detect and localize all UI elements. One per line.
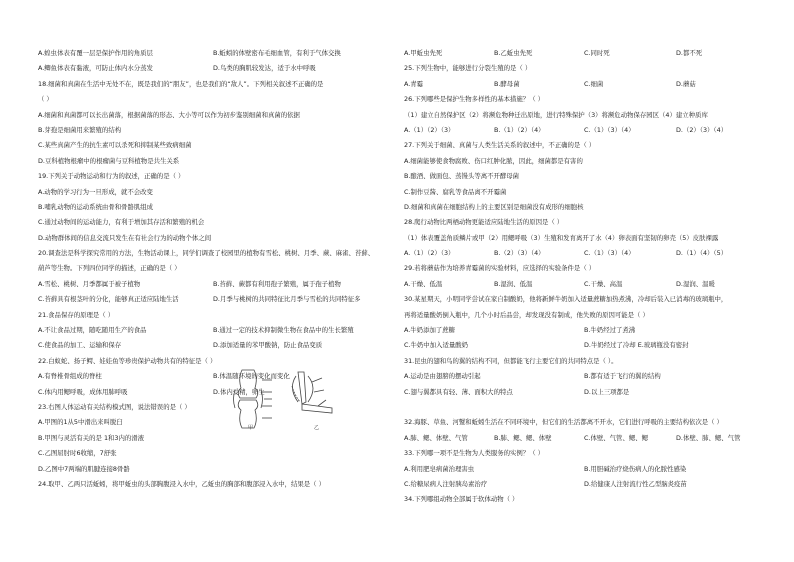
option-a: A.青霉 (404, 79, 424, 88)
joint-muscle-figure (228, 368, 346, 430)
option-a: C.给糖尿病人注射胰岛素治疗 (404, 479, 488, 488)
option-d: D.（2）（3）（4） (676, 125, 728, 134)
question-line: D.豆科植物根瘤中的根瘤菌与豆科植物是共生关系 (38, 156, 180, 165)
question-line: C.乙图屈肘时6收缩，7舒张 (38, 449, 117, 458)
option-b: D.体内受精，卵生 (213, 387, 265, 396)
arm-figure-yi (292, 372, 332, 413)
option-b: B.肺、鳃、鳃、体壁 (494, 433, 552, 442)
option-row (404, 369, 776, 384)
question-line: C.通过动物间的运动能力，有利于增加其存活和繁殖的机会 (38, 218, 205, 227)
option-b: D.以上三项都是 (584, 387, 630, 396)
option-a: A.鲫鱼体表有黏液，可防止体内水分蒸发 (38, 64, 153, 73)
option-b: D.添加适量的苯甲酸钠，防止食品变质 (213, 341, 323, 350)
option-row (404, 385, 776, 400)
option-a: A.不让食品过期，随吃随用生产的食品 (38, 326, 147, 335)
option-a: A.雪松、桃树、月季都属于被子植物 (38, 279, 141, 288)
question-line: （1）建立自然保护区（2）将濒危物种迁出原地，进行特殊保护（3）将濒危动物保存园区（4）建立种质库 (404, 110, 708, 119)
option-b: B.都有适于飞行的翼的结构 (584, 372, 661, 381)
option-b: D.给健康人注射流行性乙型脑炎疫苗 (584, 479, 687, 488)
option-d: D.蘑菇 (676, 79, 696, 88)
question-line (404, 400, 776, 415)
option-a: A.（1）（2）（3） (404, 249, 455, 258)
question-line: B.甲图与灵活有关的是 1和3内的滑液 (38, 433, 145, 442)
figure-label-jia: 甲 (248, 425, 254, 431)
option-row (38, 277, 393, 292)
question-line: 19.下列关于动物运动和行为的叙述，正确的是（ ） (38, 172, 185, 181)
question-line: C.某些真菌产生的抗生素可以杀死和抑制某些致病细菌 (38, 141, 192, 150)
option-row (404, 338, 776, 353)
option-row (404, 431, 776, 446)
joint-figure-jia (234, 370, 273, 428)
question-line: 24.取甲、乙两只活蚯蚓，将甲蚯虫的头部胸腹浸入水中，乙蚯虫的胸部和腹部浸入水中，结果是（ ） (38, 479, 325, 488)
question-line: 32.海豚、草鱼、河蟹和蚯蚓生活在不同环境中，但它们的生活都离不开水，它们进行呼吸的主要结构依次是（ ） (404, 418, 723, 427)
option-b: B.蚯蚓的体壁密布毛细血管，有利于气体交换 (213, 49, 341, 57)
option-b: B.用胆碱治疗烧伤病人的化脓性感染 (584, 464, 687, 473)
right-column (404, 46, 776, 508)
question-line: 31.昆虫的翅和鸟的翼的结构不同，但都能飞行主要它们的共同特点是（ ）。 (404, 356, 618, 365)
option-row (38, 61, 393, 76)
option-b: B.（2）（3）（4） (494, 249, 545, 258)
option-a: C.体内用鳃呼吸，成体用肺呼吸 (38, 387, 128, 396)
option-row (404, 123, 776, 138)
option-b: D.牛奶经过了冷却 E.玻璃瓶没有密封 (584, 341, 689, 350)
option-a: A.肺、鳃、体壁、气管 (404, 433, 468, 442)
option-b: B.体温随环境的变化而变化 (213, 372, 290, 381)
option-a: A.干燥、低温 (404, 279, 443, 288)
option-c: C.干燥、高温 (584, 279, 623, 288)
question-line: A.甲图的1从5中滑出来叫脱臼 (38, 418, 123, 427)
option-b: D.鸟类的胸肌较发达，适于水中呼吸 (213, 64, 316, 73)
question-line: 22.白蚁蛇、扬子鳄、娃娃鱼等珍贵保护动物共有的特征是（ ） (38, 356, 217, 365)
option-a: C.翅与翼都具有轻、薄、面积大的特点 (404, 387, 513, 396)
option-c: C.细菌 (584, 79, 604, 88)
option-b: B.乙蚯虫先死 (494, 49, 533, 57)
option-row (38, 46, 393, 61)
option-d: D.体壁、肺、鳃、气管 (676, 433, 741, 442)
question-line: 再将适量酸奶倒入瓶中，几个小时后品尝，却发现没有制成，他失败的原因可能是（ ） (404, 310, 649, 319)
question-line: 21.食品保存的原理是（ ） (38, 310, 115, 319)
option-row (404, 46, 776, 61)
option-row (404, 277, 776, 292)
option-d: D.（1）（4）（5） (676, 249, 728, 258)
option-a: A.牛奶添加了蔗糖 (404, 326, 456, 335)
option-d: D.湿润、温暖 (676, 279, 715, 288)
question-line: 25.下列生物中，能够进行分裂生殖的是（ ） (404, 64, 532, 73)
question-line: 18.细菌和真菌在生活中无处不在，既是我们的“朋友”，也是我们的“敌人”。下列相关叙述不正确的是 (38, 79, 324, 88)
question-line: D.动物群体间的信息交流只发生在有社会行为的动物个体之间 (38, 233, 212, 242)
option-b: B.酵母菌 (494, 79, 520, 88)
option-a: C.苔藓具有根茎叶的分化，能够真正适应陆地生活 (38, 295, 179, 304)
option-row (404, 477, 776, 492)
option-row (404, 323, 776, 338)
question-line: B.哺乳动物的运动系统由骨和骨骼肌组成 (38, 202, 154, 211)
option-row (404, 246, 776, 261)
option-b: B.（1）（2）（4） (494, 125, 545, 134)
option-row (404, 462, 776, 477)
question-line: A.细菌和真菌都可以长出菌落，根据菌落的形态、大小等可以作为初步鉴别细菌和真菌的依据 (38, 110, 300, 119)
question-line: A.动物的学习行为一旦形成，就不会改变 (38, 187, 153, 196)
question-line: D.乙图中7两端的肌腱连接8骨骼 (38, 464, 130, 473)
option-c: C.体壁、气管、鳃、鳃 (584, 433, 649, 442)
question-line: A.细菌能够使食物腐败、伤口红肿化脓，因此，细菌都是有害的 (404, 156, 583, 165)
option-b: B.苔藓、蕨都有利用孢子繁殖，属于孢子植物 (213, 279, 341, 288)
option-c: C.（1）（3）（4） (584, 125, 635, 134)
option-c: C.（1）（3）（4） (584, 249, 635, 258)
option-a: C.使食品的加工、运输和保存 (38, 341, 122, 350)
option-row (38, 323, 393, 338)
option-row (38, 292, 393, 307)
option-a: A.利用肥皂病菌治理害虫 (404, 464, 475, 473)
question-line: 葫芦等生物。下列四位同学的描述，正确的是（ ） (38, 264, 181, 273)
option-b: D.月季与桃树的共同特征比月季与雪松的共同特征多 (213, 295, 361, 304)
question-line: 34.下列哪组动物全部属于软体动物（ ） (404, 495, 519, 504)
question-line: （ ） (38, 95, 53, 104)
question-line: C.制作豆酱、腐乳等食品离不开霉菌 (404, 187, 507, 196)
question-line: 29.若将蘑菇作为培养青霉菌的实验材料，应选择的实验条件是（ ） (404, 264, 596, 273)
question-line: 28.爬行动物比两栖动物更能适应陆地生活的原因是（ ） (404, 218, 564, 227)
option-c: C.同时死 (584, 49, 610, 57)
option-row (38, 338, 393, 353)
question-line: 26.下列哪些是保护生物多样性的基本措施？（ ） (404, 95, 545, 104)
question-line: （1）体表覆盖角质鳞片或甲（2）用鳃呼吸（3）生殖和发育离开了水（4）卵表面有坚韧的卵壳（5）皮肤裸露 (404, 233, 719, 242)
option-b: B.牛奶经过了煮沸 (584, 326, 636, 335)
option-a: A.有脊椎骨组成的脊柱 (38, 372, 102, 381)
question-line: B.酿酒、做面包、蒸馒头等离不开酵母菌 (404, 172, 520, 181)
option-a: A.（1）（2）（3） (404, 125, 455, 134)
option-d: D.都不死 (676, 49, 703, 57)
option-a: C.牛奶中加入适量酸奶 (404, 341, 469, 350)
option-a: A.蝗虫体表有覆一层是保护作用的角质层 (38, 49, 153, 57)
question-line: 23.右图人体运动有关结构模式图，说法错误的是（ ） (38, 402, 191, 411)
question-line: B.芽孢是细菌用来繁殖的结构 (38, 125, 122, 134)
question-line: 20.调查法是科学探究常用的方法，生物活动课上，同学们调查了校园里的植物有雪松、桃树、月季、蕨、麻雀、苔藓、 (38, 249, 375, 258)
option-b: B.通过一定的技术抑制微生物在食品中的生长繁殖 (213, 326, 354, 335)
question-line: 33.下列哪一项不是生物为人类服务的实例？（ ） (404, 449, 545, 458)
option-a: A.甲蚯虫先死 (404, 49, 443, 57)
question-line: D.细菌和真菌在细胞结构上的主要区别是细菌没有成形的细胞核 (404, 202, 584, 211)
question-line: 30.某星期天，小明同学尝试在家自制酸奶，他将新鲜牛奶加入适量蔗糖加热煮沸，冷却后装入已消毒的玻璃瓶中， (404, 295, 728, 304)
joint-diagram-svg (228, 368, 346, 430)
option-a: A.运动是由翅膀的摆动引起 (404, 372, 481, 381)
option-b: B.湿润、低温 (494, 279, 533, 288)
figure-label-yi: 乙 (314, 425, 320, 431)
question-line: 27.下列关于细菌、真菌与人类生活关系的叙述中，不正确的是（ ） (404, 141, 596, 150)
option-row (404, 77, 776, 92)
